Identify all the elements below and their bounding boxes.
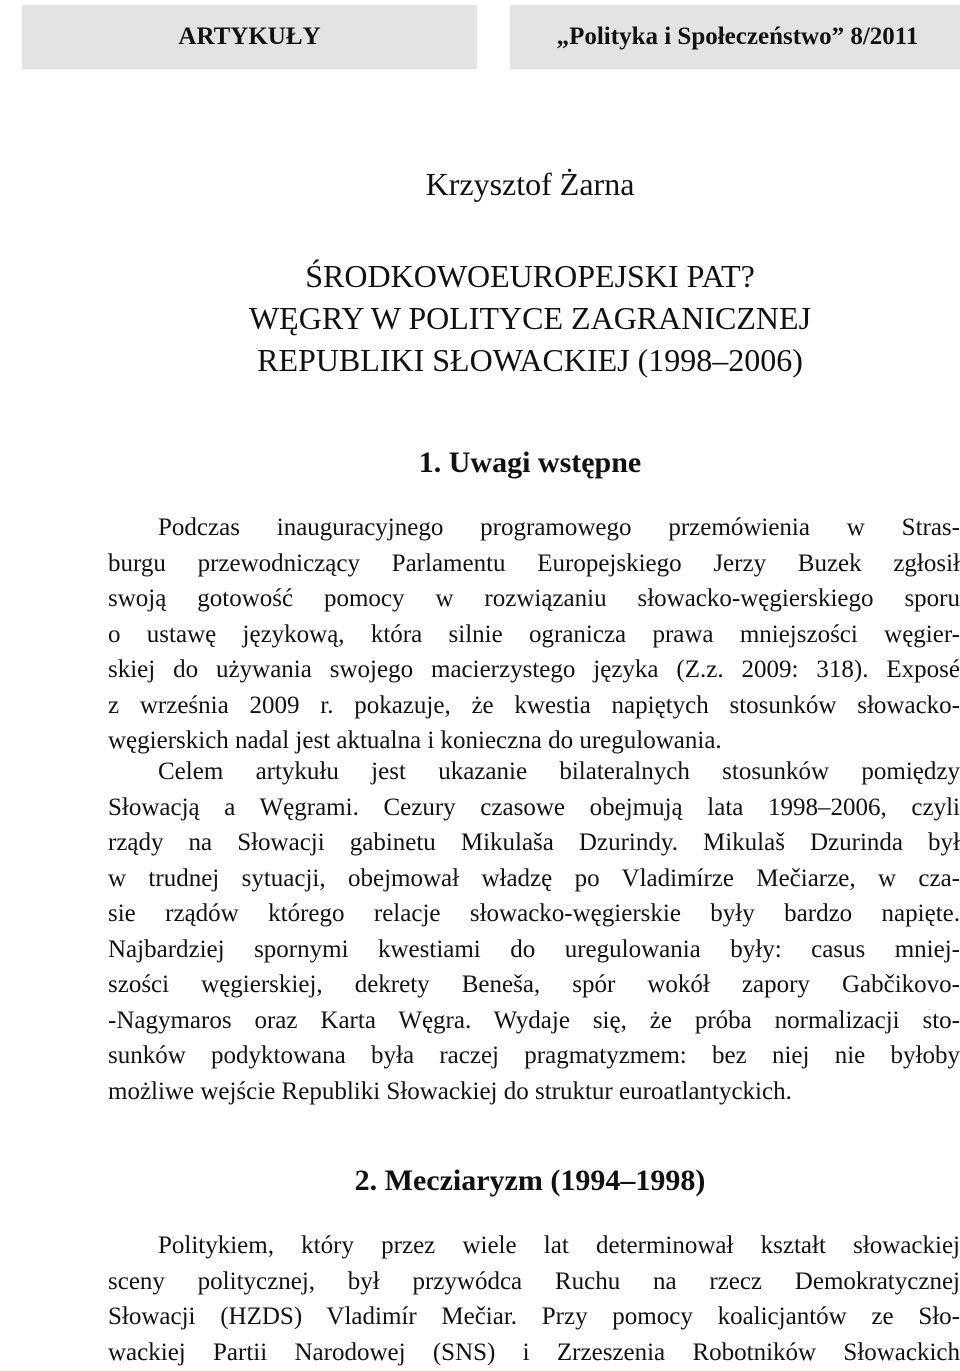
text-line: burgu przewodniczący Parlamentu Europejskiego Jerzy Buzek zgłosił (108, 549, 960, 577)
text-line: z września 2009 r. pokazuje, że kwestia napiętych stosunków słowacko- (108, 691, 960, 719)
article-title (0, 255, 960, 381)
text-line: sceny politycznej, był przywódca Ruchu na rzecz Demokratycznej (108, 1267, 960, 1295)
text-line: Podczas inauguracyjnego programowego przemówienia w Stras- (158, 514, 960, 541)
section-label: ARTYKUŁY (22, 5, 477, 69)
paragraph (108, 510, 960, 759)
text-line: Słowacji (HZDS) Vladimír Mečiar. Przy pomocy koalicjantów ze Sło- (108, 1303, 960, 1330)
text-line: Politykiem, który przez wiele lat determinował kształt słowackiej (158, 1232, 960, 1259)
text-line: w trudnej sytuacji, obejmował władzę po Vladimírze Mečiarze, w cza- (108, 864, 960, 892)
text-line: o ustawę językową, która silnie ogranicza prawa mniejszości węgier- (108, 620, 960, 648)
text-line: sunków podyktowana była raczej pragmatyzmem: bez niej nie byłoby (108, 1042, 960, 1069)
text-line: węgierskich nadal jest aktualna i konieczna do uregulowania. (108, 727, 722, 754)
paragraph (108, 1228, 960, 1370)
text-line: możliwe wejście Republiki Słowackiej do struktur euroatlantyckich. (108, 1077, 792, 1105)
text-line: szości węgierskiej, dekrety Beneša, spór wokół zapory Gabčikovo- (108, 971, 960, 998)
text-line: wackiej Partii Narodowej (SNS) i Zrzeszenia Robotników Słowackich (108, 1338, 960, 1366)
title-line: WĘGRY W POLITYCE ZAGRANICZNEJ (248, 300, 812, 336)
text-line: Słowacją a Węgrami. Cezury czasowe obejmują lata 1998–2006, czyli (108, 793, 960, 821)
running-header (22, 5, 960, 69)
text-line: rządy na Słowacji gabinetu Mikulaša Dzurindy. Mikulaš Dzurinda był (108, 829, 960, 856)
text-line: sie rządów którego relacje słowacko-węgierskie były bardzo napięte. (108, 900, 960, 927)
text-line: Najbardziej spornymi kwestiami do uregulowania były: casus mniej- (108, 935, 960, 963)
title-line: ŚRODKOWOEUROPEJSKI PAT? (305, 258, 755, 294)
section-heading: 2. Mecziaryzm (1994–1998) (354, 1164, 706, 1197)
text-line: -Nagymaros oraz Karta Węgra. Wydaje się, że próba normalizacji sto- (108, 1006, 960, 1034)
text-line: skiej do używania swojego macierzystego języka (Z.z. 2009: 318). Exposé (108, 656, 960, 683)
text-line: Celem artykułu jest ukazanie bilateralnych stosunków pomiędzy (158, 758, 960, 785)
section-heading: 1. Uwagi wstępne (418, 446, 642, 479)
title-line: REPUBLIKI SŁOWACKIEJ (1998–2006) (257, 342, 803, 378)
paragraph (108, 754, 960, 1109)
author-name: Krzysztof Żarna (425, 166, 635, 202)
journal-label: „Polityka i Społeczeństwo” 8/2011 (510, 5, 960, 69)
text-line: swoją gotowość pomocy w rozwiązaniu słowacko-węgierskiego sporu (108, 585, 960, 612)
